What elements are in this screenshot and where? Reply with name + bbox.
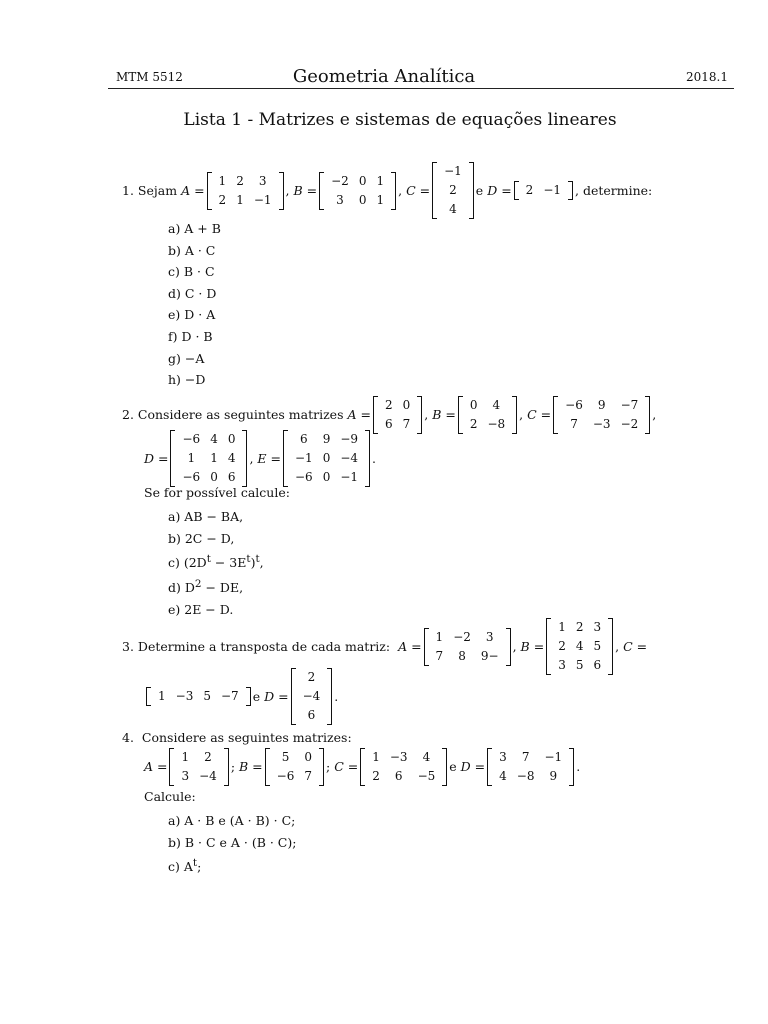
question-3-statement: 3. Determine a transposta de cada matriz: A = 1 −2 3 7 8 9− , B = 1 2 3 2 4 5 3 5 6 , C = [122, 618, 647, 675]
q1-item: g) −A [168, 350, 205, 366]
question-4-items [168, 810, 296, 878]
matrix-a: 1 2 3 −4 [169, 748, 228, 786]
q2-number: 2. [122, 407, 134, 422]
matrix-d: 3 7 −1 4 −8 9 [487, 748, 574, 786]
q2-item: a) AB − BA, [168, 509, 244, 524]
matrix-d: 2 −4 6 [291, 668, 333, 725]
q1-item: c) B · C [168, 264, 215, 280]
q3-intro: Determine a transposta de cada matriz: [137, 638, 391, 654]
term-label: 2018.1 [686, 70, 728, 84]
q1-number: 1. [122, 182, 134, 198]
question-2-statement-cont: D = −6 4 0 1 1 4 −6 0 6 , E = 6 9 −9 −1 0 −4 −6 0 −1 . [144, 430, 376, 487]
question-3-statement-cont: 1 −3 5 −7 e D = 2 −4 6 . [144, 668, 338, 725]
matrix-e: 6 9 −9 −1 0 −4 −6 0 −1 [283, 430, 370, 487]
q2-item: c) $(2D^t - 3E^t)^t$, [168, 553, 264, 571]
matrix-b: 0 4 2 −8 [458, 396, 517, 434]
q2-item: b) 2C − D, [168, 530, 235, 546]
q4-intro: Considere as seguintes matrizes: [141, 730, 352, 745]
matrix-c: 1 −3 4 2 6 −5 [360, 748, 447, 786]
matrix-b: 5 0 −6 7 [265, 748, 324, 786]
q1-item: h) −D [168, 372, 206, 388]
question-4-statement [122, 730, 352, 746]
question-1-statement: 1. Sejam A = 1 2 3 2 1 −1 , B = −2 0 1 3 0 1 , C = −1 2 4 e D = 2 −1 , determine: [122, 162, 652, 219]
q3-and: e [252, 688, 261, 704]
matrix-c: −1 2 4 [432, 162, 474, 219]
q2-intro: Considere as seguintes matrizes [137, 407, 344, 422]
matrix-a: 2 0 6 7 [373, 396, 422, 434]
q1-end: , determine: [575, 182, 653, 198]
matrix-b: −2 0 1 3 0 1 [319, 172, 396, 210]
q1-intro: Sejam [137, 182, 178, 198]
page-subject: Geometria Analítica [292, 66, 476, 87]
question-1-items [168, 218, 221, 391]
matrix-a: 1 2 3 2 1 −1 [207, 172, 284, 210]
q4-item: b) B · C e A · (B · C); [168, 834, 297, 850]
q1-item: e) D · A [168, 307, 216, 323]
header-divider [108, 88, 734, 89]
matrix-b: 1 2 3 2 4 5 3 5 6 [546, 618, 613, 675]
matrix-d: −6 4 0 1 1 4 −6 0 6 [170, 430, 247, 487]
matrix-a: 1 −2 3 7 8 9− [424, 628, 511, 666]
page-title: Lista 1 - Matrizes e sistemas de equações lineares [183, 110, 617, 130]
q4-and: e [449, 759, 457, 774]
q1-item: d) C · D [168, 285, 217, 301]
q1-and: e [475, 182, 484, 198]
q4-item: c) $A^t$; [168, 857, 202, 875]
question-4-matrices: A = 1 2 3 −4 ; B = 5 0 −6 7 ; C = 1 −3 4 2 6 −5 e D = 3 7 −1 4 −8 9 . [144, 748, 580, 786]
q2-calc-label: Se for possível calcule: [144, 485, 290, 500]
q4-item: a) A · B e (A · B) · C; [168, 813, 296, 828]
matrix-d: 2 −1 [514, 181, 573, 200]
question-2-items [168, 506, 264, 620]
q1-item: f) D · B [168, 328, 213, 344]
q4-calc-label: Calcule: [144, 789, 196, 804]
q1-item: b) A · C [168, 242, 216, 258]
question-2-statement: 2. Considere as seguintes matrizes A = 2 0 6 7 , B = 0 4 2 −8 , C = −6 9 −7 7 −3 −2 , [122, 396, 656, 434]
q4-number: 4. [122, 730, 134, 745]
course-code: MTM 5512 [116, 70, 183, 84]
matrix-c: −6 9 −7 7 −3 −2 [553, 396, 650, 434]
matrix-c: 1 −3 5 −7 [146, 687, 251, 706]
q2-item: e) 2E − D. [168, 601, 234, 617]
q1-item: a) A + B [168, 221, 221, 236]
q2-item: d) $D^2$ − DE, [168, 577, 244, 596]
q3-number: 3. [122, 638, 134, 654]
